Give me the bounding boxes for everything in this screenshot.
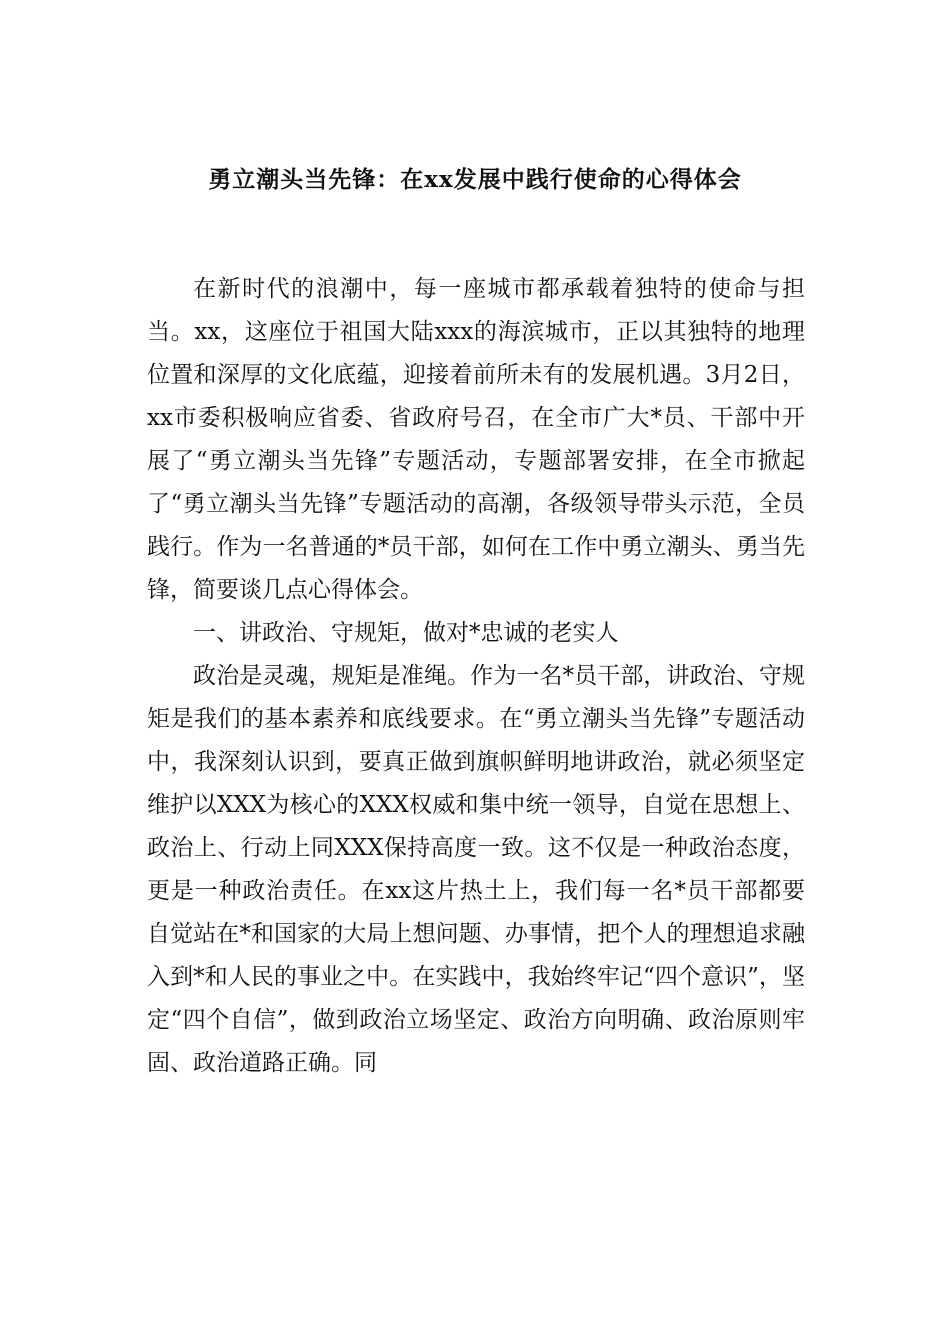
paragraph-intro: 在新时代的浪潮中，每一座城市都承载着独特的使命与担当。xx，这座位于祖国大陆xxx的海滨城市，正以其独特的地理位置和深厚的文化底蕴，迎接着前所未有的发展机遇。3月2日，xx市委积极响应省委、省政府号召，在全市广大*员、干部中开展了“勇立潮头当先锋”专题活动，专题部署安排，在全市掀起了“勇立潮头当先锋”专题活动的高潮，各级领导带头示范，全员践行。作为一名普通的*员干部，如何在工作中勇立潮头、勇当先锋，简要谈几点心得体会。 <box>147 276 805 603</box>
section-heading-1: 一、讲政治、守规矩，做对*忠诚的老实人 <box>193 620 619 646</box>
document-body <box>147 268 805 1085</box>
paragraph-section-1: 政治是灵魂，规矩是准绳。作为一名*员干部，讲政治、守规矩是我们的基本素养和底线要求。在“勇立潮头当先锋”专题活动中，我深刻认识到，要真正做到旗帜鲜明地讲政治，就必须坚定维护以XXX为核心的XXX权威和集中统一领导，自觉在思想上、政治上、行动上同XXX保持高度一致。这不仅是一种政治态度，更是一种政治责任。在xx这片热土上，我们每一名*员干部都要自觉站在*和国家的大局上想问题、办事情，把个人的理想追求融入到*和人民的事业之中。在实践中，我始终牢记“四个意识”，坚定“四个自信”，做到政治立场坚定、政治方向明确、政治原则牢固、政治道路正确。同 <box>147 663 805 1076</box>
document-title: 勇立潮头当先锋：在xx发展中践行使命的心得体会 <box>208 166 742 193</box>
